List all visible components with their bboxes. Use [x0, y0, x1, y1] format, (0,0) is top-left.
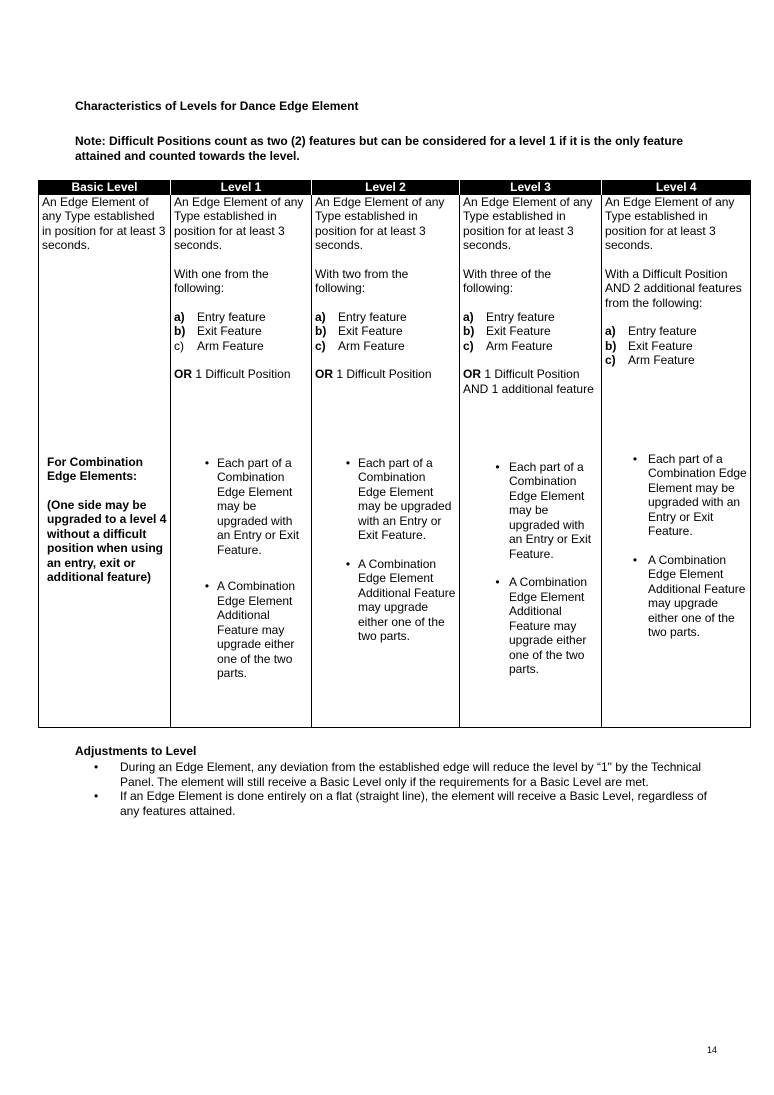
feature-text: Arm Feature [628, 353, 695, 367]
level-requirement-text: An Edge Element of any Type established in position for at least 3 seconds. [174, 194, 304, 252]
bullet-icon: • [345, 455, 351, 470]
list-item [94, 760, 710, 789]
bullet-icon: • [94, 760, 99, 774]
feature-text: Arm Feature [197, 338, 264, 353]
bullet-text: A Combination Edge Element Additional Feature may upgrade either one of the two parts. [358, 556, 456, 643]
bullet-text: A Combination Edge Element Additional Feature may upgrade either one of the two parts. [217, 579, 296, 680]
level-or-text [174, 367, 308, 382]
level-requirement-text: An Edge Element of any Type established in position for at least 3 seconds. [605, 194, 735, 252]
cell-level-1-combination [171, 452, 312, 728]
bullet-icon: • [345, 556, 351, 571]
cell-level-3-combination [460, 452, 602, 728]
combination-bullets [315, 452, 456, 644]
or-word: OR [315, 367, 333, 381]
list-item [486, 460, 598, 562]
feature-letter: c) [174, 338, 184, 353]
note: Note: Difficult Positions count as two (2) features but can be considered for a level 1 if it is the only feature attained and counted towards the level. [75, 134, 684, 163]
cell-basic-requirement [39, 195, 171, 452]
feature-item [605, 324, 747, 339]
spacer [174, 296, 308, 310]
spacer [605, 253, 747, 267]
level-or-text [315, 367, 456, 382]
feature-text: Exit Feature [338, 324, 403, 338]
feature-item [315, 339, 456, 354]
list-item [338, 456, 456, 543]
feature-item [463, 339, 598, 354]
bullet-icon: • [495, 575, 500, 589]
combination-bullets [174, 452, 308, 681]
combination-label: For Combination Edge Elements: [47, 454, 143, 483]
bullet-icon: • [632, 552, 638, 567]
feature-item [463, 324, 598, 339]
combination-bullets [605, 452, 747, 640]
bullet-text: A Combination Edge Element Additional Feature may upgrade either one of the two parts. [509, 575, 588, 676]
bullet-icon: • [94, 789, 99, 803]
feature-item [174, 339, 308, 354]
feature-letter: c) [463, 338, 474, 353]
cell-level-3-requirement [460, 195, 602, 452]
cell-basic-combination [39, 452, 171, 728]
feature-text: Entry feature [628, 324, 697, 338]
feature-letter: a) [315, 309, 326, 324]
level-with-text: With a Difficult Position AND 2 additional features from the following: [605, 266, 742, 310]
spacer [315, 296, 456, 310]
cell-level-4-combination [602, 452, 751, 728]
bullet-icon: • [632, 451, 638, 466]
feature-item [315, 310, 456, 325]
table-row-requirements [39, 195, 751, 452]
bullet-text: Each part of a Combination Edge Element may be upgraded with an Entry or Exit Feature. [509, 459, 592, 561]
feature-letter: c) [605, 353, 616, 367]
feature-letter: b) [174, 324, 186, 338]
list-item [94, 789, 710, 818]
feature-text: Entry feature [338, 309, 407, 324]
adjustment-text: If an Edge Element is done entirely on a flat (straight line), the element will receive a Basic Level, regardless of any features attained. [120, 789, 707, 818]
level-or-text [463, 367, 598, 396]
level-requirement-text: An Edge Element of any Type established in position for at least 3 seconds. [315, 194, 445, 252]
bullet-icon: • [204, 455, 210, 470]
header-level-2: Level 2 [312, 180, 460, 195]
adjustments-list [94, 760, 710, 818]
adjustment-text: During an Edge Element, any deviation from the established edge will reduce the level by “1" by the Technical Panel. The element will still receive a Basic Level only if the requirements for a Basic Level are met. [120, 760, 702, 789]
or-detail: 1 Difficult Position AND 1 additional feature [463, 367, 594, 396]
or-detail: 1 Difficult Position [192, 367, 291, 381]
feature-letter: b) [463, 324, 475, 338]
feature-text: Exit Feature [486, 324, 551, 338]
feature-item [605, 339, 747, 354]
list-item [197, 456, 308, 558]
level-with-text: With two from the following: [315, 266, 409, 295]
or-word: OR [463, 367, 481, 381]
list-item [197, 579, 308, 681]
spacer [605, 310, 747, 324]
feature-item [174, 324, 308, 339]
cell-level-1-requirement [171, 195, 312, 452]
spacer [463, 353, 598, 367]
feature-text: Entry feature [486, 309, 555, 324]
spacer [315, 353, 456, 367]
page-title: Characteristics of Levels for Dance Edge Element [75, 99, 359, 113]
page-number: 14 [707, 1045, 718, 1055]
cell-level-2-requirement [312, 195, 460, 452]
bullet-text: Each part of a Combination Edge Element may be upgraded with an Entry or Exit Feature. [217, 455, 300, 557]
feature-item [315, 324, 456, 339]
header-level-4: Level 4 [602, 180, 751, 195]
level-requirement-text: An Edge Element of any Type established in position for at least 3 seconds. [463, 194, 593, 252]
header-level-3: Level 3 [460, 180, 602, 195]
list-item [338, 557, 456, 644]
adjustments-title: Adjustments to Level [75, 744, 197, 758]
basic-requirement-text: An Edge Element of any Type established in position for at least 3 seconds. [42, 194, 166, 252]
bullet-text: Each part of a Combination Edge Element may be upgraded with an Entry or Exit Feature. [358, 455, 452, 542]
feature-letter: a) [463, 309, 474, 324]
level-with-text: With one from the following: [174, 266, 269, 295]
level-with-text: With three of the following: [463, 266, 552, 295]
bullet-text: A Combination Edge Element Additional Feature may upgrade either one of the two parts. [648, 552, 746, 639]
or-detail: 1 Difficult Position [333, 367, 432, 381]
feature-text: Arm Feature [486, 338, 553, 353]
spacer [463, 253, 598, 267]
bullet-text: Each part of a Combination Edge Element may be upgraded with an Entry or Exit Feature. [648, 451, 747, 538]
feature-item [605, 353, 747, 368]
cell-level-2-combination [312, 452, 460, 728]
combination-note: (One side may be upgraded to a level 4 without a difficult position when using an entry, exit or additional feature) [47, 497, 167, 584]
table-row-combination [39, 452, 751, 728]
feature-item [174, 310, 308, 325]
feature-text: Exit Feature [197, 324, 262, 338]
combination-bullets [463, 452, 598, 677]
feature-letter: a) [605, 324, 616, 338]
spacer [174, 253, 308, 267]
spacer [463, 296, 598, 310]
feature-text: Exit Feature [628, 338, 693, 353]
bullet-icon: • [495, 459, 500, 474]
header-level-1: Level 1 [171, 180, 312, 195]
or-word: OR [174, 367, 192, 381]
feature-text: Arm Feature [338, 338, 405, 353]
feature-letter: a) [174, 309, 185, 324]
feature-letter: c) [315, 338, 326, 353]
levels-table [38, 180, 751, 728]
cell-level-4-requirement [602, 195, 751, 452]
feature-item [463, 310, 598, 325]
feature-letter: b) [315, 324, 327, 338]
table-header-row [39, 180, 751, 195]
spacer [315, 253, 456, 267]
feature-text: Entry feature [197, 309, 266, 324]
header-basic-level: Basic Level [39, 180, 171, 195]
list-item [486, 575, 598, 677]
list-item [622, 553, 747, 640]
bullet-icon: • [204, 579, 210, 593]
feature-letter: b) [605, 338, 617, 353]
spacer [174, 353, 308, 367]
list-item [622, 452, 747, 539]
